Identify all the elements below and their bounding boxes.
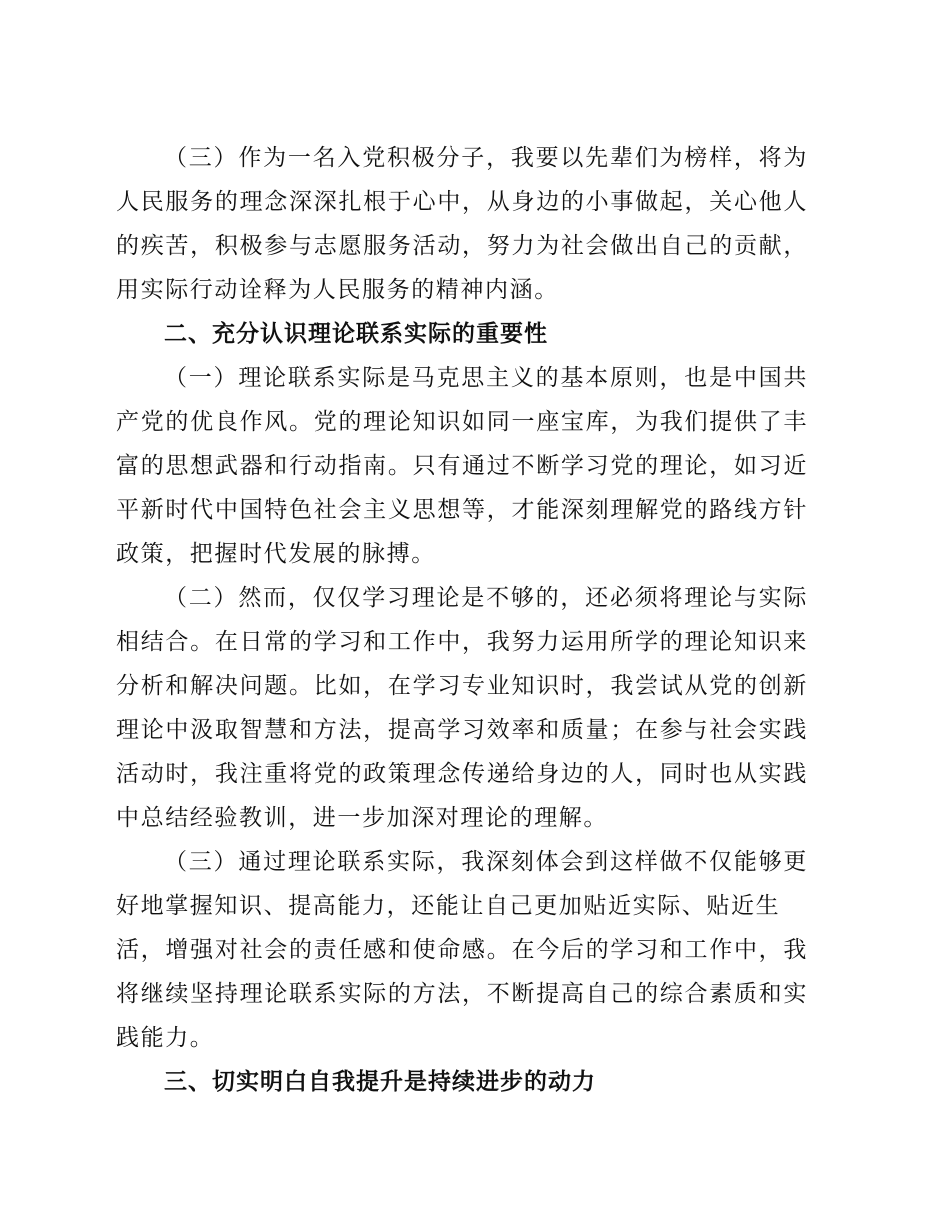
- paragraph-line: 人民服务的理念深深扎根于心中，从身边的小事做起，关心他人: [116, 189, 808, 215]
- paragraph-line: 中总结经验教训，进一步加深对理论的理解。: [116, 805, 608, 831]
- paragraph-line: 将继续坚持理论联系实际的方法，不断提高自己的综合素质和实: [116, 981, 808, 1007]
- paragraph-line: 富的思想武器和行动指南。只有通过不断学习党的理论，如习近: [116, 453, 808, 479]
- paragraph-line: 理论中汲取智慧和方法，提高学习效率和质量；在参与社会实践: [116, 717, 808, 743]
- paragraph-line: 相结合。在日常的学习和工作中，我努力运用所学的理论知识来: [116, 629, 808, 655]
- paragraph-line: 活，增强对社会的责任感和使命感。在今后的学习和工作中，我: [116, 937, 808, 963]
- paragraph-line: 分析和解决问题。比如，在学习专业知识时，我尝试从党的创新: [116, 673, 808, 699]
- paragraph-line: 活动时，我注重将党的政策理念传递给身边的人，同时也从实践: [116, 761, 808, 787]
- paragraph-line: （三）作为一名入党积极分子，我要以先辈们为榜样，将为: [164, 145, 808, 171]
- paragraph-line: 用实际行动诠释为人民服务的精神内涵。: [116, 277, 559, 303]
- paragraph-line: 产党的优良作风。党的理论知识如同一座宝库，为我们提供了丰: [116, 409, 808, 435]
- section-heading: 二、充分认识理论联系实际的重要性: [164, 321, 548, 347]
- paragraph-line: （三）通过理论联系实际，我深刻体会到这样做不仅能够更: [164, 849, 808, 875]
- paragraph-line: 践能力。: [116, 1025, 215, 1051]
- paragraph-line: （一）理论联系实际是马克思主义的基本原则，也是中国共: [164, 365, 808, 391]
- section-heading: 三、切实明白自我提升是持续进步的动力: [164, 1069, 596, 1095]
- paragraph-line: 平新时代中国特色社会主义思想等，才能深刻理解党的路线方针: [116, 497, 808, 523]
- paragraph-line: （二）然而，仅仅学习理论是不够的，还必须将理论与实际: [164, 585, 808, 611]
- paragraph-line: 政策，把握时代发展的脉搏。: [116, 541, 436, 567]
- paragraph-line: 好地掌握知识、提高能力，还能让自己更加贴近实际、贴近生: [116, 893, 781, 919]
- paragraph-line: 的疾苦，积极参与志愿服务活动，努力为社会做出自己的贡献，: [116, 233, 808, 259]
